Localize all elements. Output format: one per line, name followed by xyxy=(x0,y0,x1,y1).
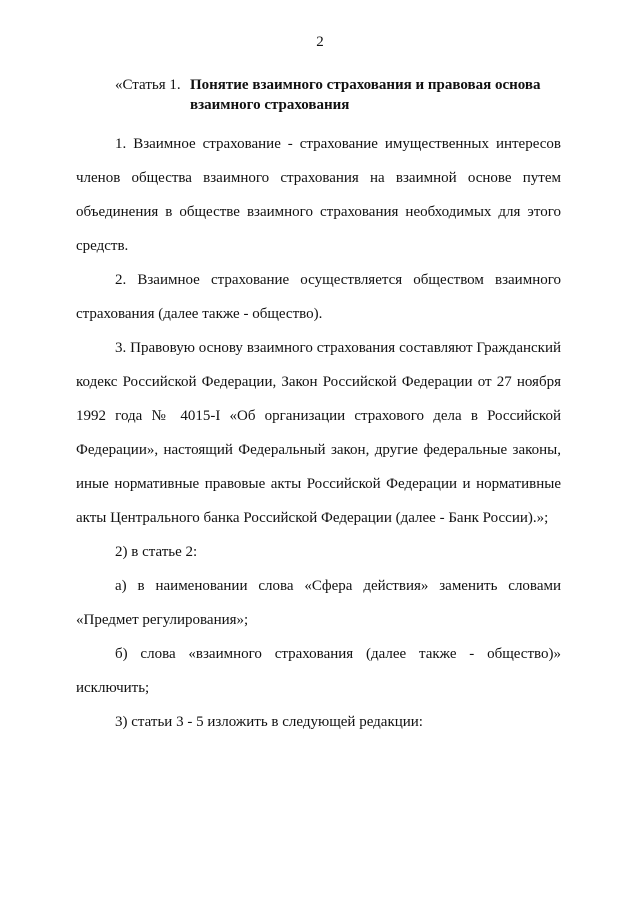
paragraph-amendment-articles-3-5: 3) статьи 3 - 5 изложить в следующей редакции: xyxy=(115,714,423,730)
document-body xyxy=(76,127,561,739)
paragraph-item-3: 3. Правовую основу взаимного страхования составляют Гражданский кодекс Российской Федерации, Закон Российской Федерации от 27 ноября 1992 года № 4015-I «Об организации страхового дела в Российской Федерации», настоящий Федеральный закон, другие федеральные законы, иные нормативные правовые акты Российской Федерации и нормативные акты Центрального банка Российской Федерации (далее - Банк России).»; xyxy=(76,340,561,526)
paragraph-item-2: 2. Взаимное страхование осуществляется обществом взаимного страхования (далее также - общество). xyxy=(76,272,561,322)
page-number: 2 xyxy=(316,34,324,50)
paragraph-amendment-a: а) в наименовании слова «Сфера действия» заменить словами «Предмет регулирования»; xyxy=(76,578,561,628)
article-title-line-1: Понятие взаимного страхования и правовая основа xyxy=(190,77,541,93)
article-heading xyxy=(115,75,585,115)
paragraph-amendment-article-2: 2) в статье 2: xyxy=(115,544,198,560)
paragraph-amendment-b: б) слова «взаимного страхования (далее также - общество)» исключить; xyxy=(76,646,561,696)
article-title-line-2: взаимного страхования xyxy=(190,97,350,113)
article-number: «Статья 1. xyxy=(115,77,181,93)
paragraph-item-1: 1. Взаимное страхование - страхование имущественных интересов членов общества взаимного страхования на взаимной основе путем объединения в обществе взаимного страхования необходимых для этого средств. xyxy=(76,136,561,254)
